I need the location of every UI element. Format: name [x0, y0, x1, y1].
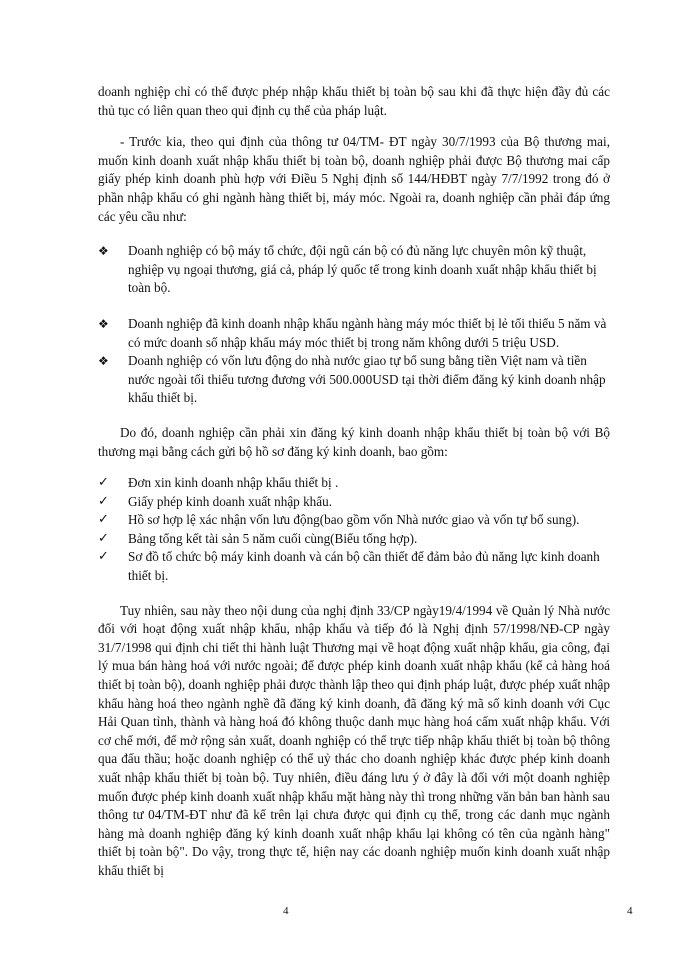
list-item: [98, 315, 610, 352]
list-item: [98, 474, 610, 493]
page-number-right: 4: [627, 905, 633, 917]
list-item-text: Hồ sơ hợp lệ xác nhận vốn lưu động(bao gồm vốn Nhà nước giao và vốn tự bổ sung).: [128, 512, 580, 528]
list-item-text: Bảng tổng kết tài sản 5 năm cuối cùng(Biểu tổng hợp).: [128, 530, 418, 546]
paragraph-previously: - Trước kia, theo qui định của thông tư 04/TM- ĐT ngày 30/7/1993 của Bộ thương mai, muốn kinh doanh xuất nhập khẩu thiết bị toàn bộ, doanh nghiệp phải được Bộ thương mai cấp giấy phép kinh doanh phù hợp với Điều 5 Nghị định số 144/HĐBT ngày 7/7/1992 trong đó ở phần nhập khẩu có ghi ngành hàng thiết bị, máy móc. Ngoài ra, doanh nghiệp cần phải đáp ứng các yêu cầu như:: [98, 134, 610, 224]
list-item-text: Doanh nghiệp đã kinh doanh nhập khẩu ngành hàng máy móc thiết bị lẻ tối thiểu 5 năm và có mức doanh số nhập khẩu máy móc thiết bị trong năm không dưới 5 triệu USD.: [128, 315, 607, 350]
list-item-text: Giấy phép kinh doanh xuất nhập khẩu.: [128, 493, 332, 509]
paragraph-intro: doanh nghiệp chỉ có thể được phép nhập khẩu thiết bị toàn bộ sau khi đã thực hiện đầy đủ các thủ tục có liên quan theo qui định cụ thể của pháp luật.: [98, 84, 610, 118]
checkmark-bullet-icon: ✓: [98, 530, 109, 546]
checkmark-bullet-icon: ✓: [98, 512, 109, 528]
list-item: [98, 242, 610, 298]
list-item-text: Doanh nghiệp có vốn lưu động do nhà nước giao tự bổ sung bằng tiền Việt nam và tiền nước ngoài tối thiểu tương đương với 500.000USD tại thời điểm đăng ký kinh doanh nhập khẩu thiết bị.: [128, 353, 606, 406]
diamond-bullet-icon: ❖: [98, 316, 109, 331]
checkmark-bullet-icon: ✓: [98, 475, 109, 491]
list-item: [98, 493, 610, 512]
list-item: [98, 352, 610, 408]
checkmark-bullet-icon: ✓: [98, 549, 109, 565]
list-item-text: Doanh nghiệp có bộ máy tổ chức, đội ngũ cán bộ có đủ năng lực chuyên môn kỹ thuật, nghiệp vụ ngoại thương, giá cả, pháp lý quốc tế trong kinh doanh xuất nhập khẩu thiết bị toàn bộ.: [128, 243, 597, 296]
diamond-bullet-icon: ❖: [98, 244, 109, 259]
paragraph-however: Tuy nhiên, sau này theo nội dung của nghị định 33/CP ngày19/4/1994 về Quản lý Nhà nước đối với hoạt động xuất nhập khẩu, nhập khẩu và tiếp đó là Nghị định 57/1998/NĐ-CP ngày 31/7/1998 qui định chi tiết thi hành luật Thương mại về hoạt động xuất nhập khẩu, gia công, đại lý mua bán hàng hoá với nước ngoài; để được phép kinh doanh xuất nhập khẩu (kể cả hàng hoá thiết bị toàn bộ), doanh nghiệp phải được thành lập theo qui định pháp luật, được phép xuất nhập khẩu hàng hoá theo ngành nghề đã đăng ký kinh doanh, đã đăng ký mã số kinh doanh với Cục Hải Quan tỉnh, thành và hàng hoá đó không thuộc danh mục hàng hoá cấm xuất nhập khẩu. Với cơ chế mới, để mở rộng sản xuất, doanh nghiệp có thể trực tiếp nhập khẩu thiết bị toàn bộ thông qua đấu thầu; hoặc doanh nghiệp có thể uỷ thác cho doanh nghiệp khác được phép kinh doanh xuất nhập khẩu thiết bị toàn bộ. Tuy nhiên, điều đáng lưu ý ở đây là đối với một doanh nghiệp muốn được phép kinh doanh xuất nhập khẩu mặt hàng này thì trong những văn bản ban hành sau thông tư 04/TM-ĐT như đã kể trên lại chưa được qui định cụ thể, trong các danh mục ngành hàng mà doanh nghiệp đăng ký kinh doanh xuất nhập khẩu lại không có tên của ngành hàng" thiết bị toàn bộ". Do vậy, trong thực tế, hiện nay các doanh nghiệp muốn kinh doanh xuất nhập khẩu thiết bị: [98, 602, 610, 878]
checkmark-bullet-icon: ✓: [98, 493, 109, 509]
requirements-list: [98, 242, 610, 408]
page-number-center: 4: [283, 905, 289, 917]
list-item: [98, 548, 610, 585]
diamond-bullet-icon: ❖: [98, 354, 109, 369]
list-item: [98, 530, 610, 549]
document-body: [98, 83, 610, 881]
list-item-text: Sơ đồ tổ chức bộ máy kinh doanh và cán bộ cần thiết để đảm bảo đủ năng lực kinh doanh thiết bị.: [128, 549, 600, 584]
list-item: [98, 511, 610, 530]
list-item-text: Đơn xin kinh doanh nhập khẩu thiết bị .: [128, 475, 339, 491]
dossier-list: [98, 474, 610, 586]
paragraph-therefore: Do đó, doanh nghiệp cần phải xin đăng ký kinh doanh nhập khẩu thiết bị toàn bộ với Bộ thương mại bằng cách gửi bộ hồ sơ đăng ký kinh doanh, bao gồm:: [98, 424, 610, 459]
